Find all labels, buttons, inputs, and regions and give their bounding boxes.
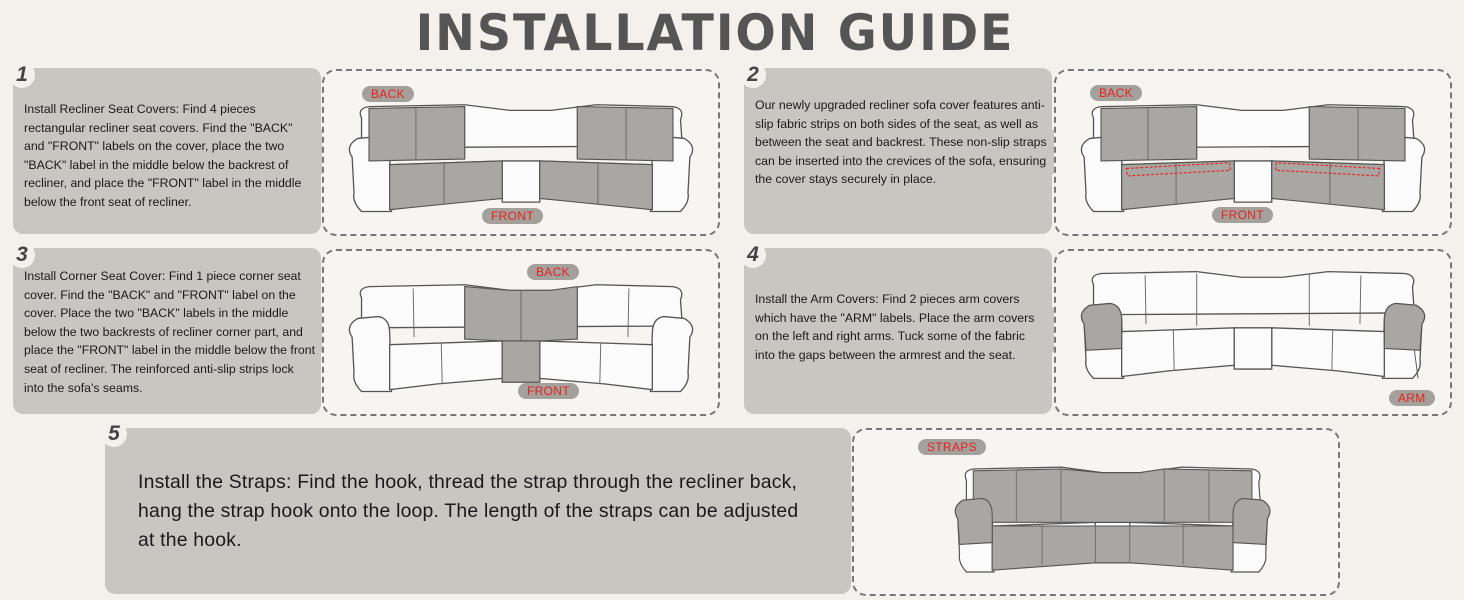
step-4-panel (744, 248, 1052, 414)
step-1-panel (13, 68, 321, 234)
step-2-text: Our newly upgraded recliner sofa cover features anti-slip fabric strips on both sides of the seat, as well as between the seat and backrest. These non-slip straps can be inserted into the crevices of the sofa, ensuring the cover stays securely in place. (755, 98, 1047, 187)
front-label: FRONT (482, 208, 543, 224)
page-title: INSTALLATION GUIDE (415, 4, 1015, 62)
step-3-text: Install Corner Seat Cover: Find 1 piece corner seat cover. Find the "BACK" and "FRONT" label on the cover. Place the two "BACK" labels in the middle below the two backrests of recliner corner part, and place the "FRONT" label in the middle below the front seat of recliner. The reinforced anti-slip strips lock into the sofa's seams. (24, 269, 316, 395)
straps-label: STRAPS (918, 439, 986, 455)
step-2-illustration (1054, 69, 1452, 236)
front-label: FRONT (518, 383, 579, 399)
arm-label: ARM (1389, 390, 1435, 406)
step-5-text: Install the Straps: Find the hook, thread the strap through the recliner back, hang the strap hook onto the loop. The length of the straps can be adjusted at the hook. (138, 471, 799, 551)
sofa-illustration-4 (1056, 251, 1450, 414)
step-4-text: Install the Arm Covers: Find 2 pieces arm covers which have the "ARM" labels. Place the arm covers on the left and right arms. Tuck some of the fabric into the gaps between the armrest and the seat. (755, 292, 1035, 362)
back-label: BACK (362, 86, 414, 102)
step-5-illustration (852, 428, 1340, 596)
step-3-illustration (322, 249, 720, 416)
step-3-number: 3 (9, 242, 35, 268)
step-5-panel (105, 428, 851, 594)
step-2-number: 2 (740, 62, 766, 88)
step-2-panel (744, 68, 1052, 234)
step-1-illustration (322, 69, 720, 236)
step-4-illustration (1054, 249, 1452, 416)
step-1-number: 1 (9, 62, 35, 88)
step-3-panel (13, 248, 321, 414)
back-label: BACK (527, 264, 579, 280)
front-label: FRONT (1212, 207, 1273, 223)
back-label: BACK (1090, 85, 1142, 101)
step-1-text: Install Recliner Seat Covers: Find 4 pieces rectangular recliner seat covers. Find the "BACK" and "FRONT" labels on the cover, place the two "BACK" label in the middle below the backrest of recliner, and place the "FRONT" label in the middle below the front seat of recliner. (24, 102, 302, 209)
step-4-number: 4 (740, 242, 766, 268)
step-5-number: 5 (101, 421, 127, 447)
